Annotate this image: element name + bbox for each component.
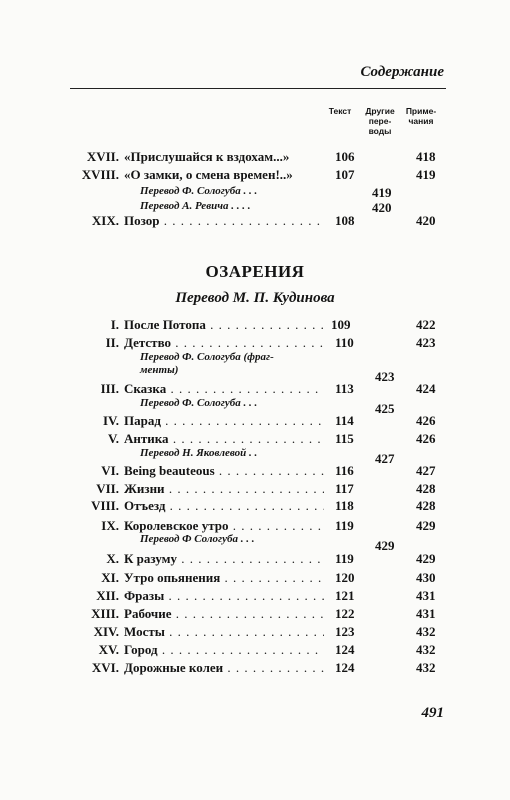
- entry-text-page: 117: [335, 481, 354, 496]
- entry-number: IV.: [102, 413, 119, 428]
- translation-credit-continued: менты): [140, 364, 179, 376]
- entry-notes-page: 432: [416, 624, 436, 639]
- entry-title: Фразы . . .: [124, 588, 324, 604]
- entry-text-page: 121: [335, 588, 355, 603]
- translation-credit: Перевод Ф. Сологуба . . .: [140, 185, 258, 197]
- entry-other-page: 429: [375, 538, 395, 553]
- entry-text-page: 107: [335, 167, 355, 182]
- entry-notes-page: 423: [416, 335, 436, 350]
- entry-other-page: 427: [375, 451, 395, 466]
- entry-number: VIII.: [91, 498, 119, 513]
- entry-text-page: 124: [335, 642, 355, 657]
- entry-text-page: 114: [335, 413, 354, 428]
- entry-title: Детство . . .: [124, 335, 324, 351]
- entry-title: Город . . .: [124, 642, 324, 658]
- entry-number: VII.: [96, 481, 119, 496]
- entry-number: XVI.: [91, 660, 119, 675]
- entry-title: Отъезд . . .: [124, 498, 324, 514]
- entry-notes-page: 431: [416, 606, 436, 621]
- entry-number: XIII.: [91, 606, 119, 621]
- entry-notes-page: 426: [416, 431, 436, 446]
- column-header-other-translations: Другие пере- воды: [365, 106, 395, 136]
- entry-text-page: 123: [335, 624, 355, 639]
- entry-title: Жизни . . .: [124, 481, 324, 497]
- entry-other-page: 425: [375, 401, 395, 416]
- entry-notes-page: 422: [416, 317, 436, 332]
- entry-number: XI.: [101, 570, 119, 585]
- running-head: Содержание: [360, 64, 444, 80]
- entry-notes-page: 430: [416, 570, 436, 585]
- entry-title: «О замки, о смена времен!..»: [124, 167, 293, 182]
- entry-notes-page: 424: [416, 381, 436, 396]
- column-header-notes: Приме- чания: [405, 106, 437, 126]
- entry-number: IX.: [101, 518, 119, 533]
- entry-title: Сказка . . .: [124, 381, 324, 397]
- entry-title: Рабочие . . .: [124, 606, 324, 622]
- entry-number: V.: [108, 431, 119, 446]
- entry-notes-page: 428: [416, 498, 436, 513]
- entry-text-page: 124: [335, 660, 355, 675]
- entry-text-page: 106: [335, 149, 355, 164]
- entry-other-page: 423: [375, 369, 395, 384]
- entry-text-page: 110: [335, 335, 354, 350]
- entry-number: XIV.: [93, 624, 119, 639]
- entry-text-page: 115: [335, 431, 354, 446]
- entry-number: VI.: [101, 463, 119, 478]
- entry-notes-page: 426: [416, 413, 436, 428]
- translation-credit: Перевод А. Ревича . . . .: [140, 200, 251, 212]
- entry-number: XIX.: [91, 213, 119, 228]
- section-subtitle: Перевод М. П. Кудинова: [175, 290, 335, 306]
- entry-notes-page: 429: [416, 551, 436, 566]
- entry-notes-page: 427: [416, 463, 436, 478]
- entry-title: После Потопа . . .: [124, 317, 324, 333]
- translation-credit: Перевод Н. Яковлевой . .: [140, 447, 258, 459]
- entry-title: Антика . . .: [124, 431, 324, 447]
- header-rule: [70, 88, 446, 89]
- entry-text-page: 122: [335, 606, 355, 621]
- entry-text-page: 118: [335, 498, 354, 513]
- entry-number: XVIII.: [81, 167, 119, 182]
- entry-title: Дорожные колеи . . .: [124, 660, 324, 676]
- entry-number: XII.: [96, 588, 119, 603]
- entry-title: Парад . . .: [124, 413, 324, 429]
- entry-number: XVII.: [86, 149, 119, 164]
- entry-notes-page: 420: [416, 213, 436, 228]
- entry-notes-page: 432: [416, 660, 436, 675]
- entry-notes-page: 429: [416, 518, 436, 533]
- entry-number: XV.: [98, 642, 119, 657]
- entry-text-page: 119: [335, 551, 354, 566]
- entry-number: X.: [106, 551, 119, 566]
- page-number: 491: [421, 705, 444, 721]
- entry-other-page: 419: [372, 185, 392, 200]
- entry-other-page: 420: [372, 200, 392, 215]
- entry-notes-page: 418: [416, 149, 436, 164]
- entry-title: Мосты . . .: [124, 624, 324, 640]
- entry-number: I.: [110, 317, 119, 332]
- translation-credit: Перевод Ф. Сологуба (фраг-: [140, 351, 274, 363]
- entry-text-page: 120: [335, 570, 355, 585]
- translation-credit: Перевод Ф. Сологуба . . .: [140, 397, 258, 409]
- entry-text-page: 108: [335, 213, 355, 228]
- translation-credit: Перевод Ф Сологуба . . .: [140, 533, 255, 545]
- entry-title: Утро опьянения . . .: [124, 570, 324, 586]
- entry-text-page: 113: [335, 381, 354, 396]
- entry-text-page: 119: [335, 518, 354, 533]
- entry-notes-page: 419: [416, 167, 436, 182]
- entry-text-page: 109: [331, 317, 351, 332]
- entry-title: Королевское утро . . .: [124, 518, 324, 534]
- entry-title: «Прислушайся к вздохам...»: [124, 149, 290, 164]
- entry-notes-page: 428: [416, 481, 436, 496]
- entry-title: К разуму . . .: [124, 551, 324, 567]
- entry-number: II.: [105, 335, 119, 350]
- entry-notes-page: 432: [416, 642, 436, 657]
- entry-text-page: 116: [335, 463, 354, 478]
- column-header-text: Текст: [328, 106, 352, 116]
- entry-title: Позор . . .: [124, 213, 324, 229]
- entry-notes-page: 431: [416, 588, 436, 603]
- entry-number: III.: [100, 381, 119, 396]
- entry-title: Being beauteous . . .: [124, 463, 324, 479]
- section-title: ОЗАРЕНИЯ: [205, 262, 305, 281]
